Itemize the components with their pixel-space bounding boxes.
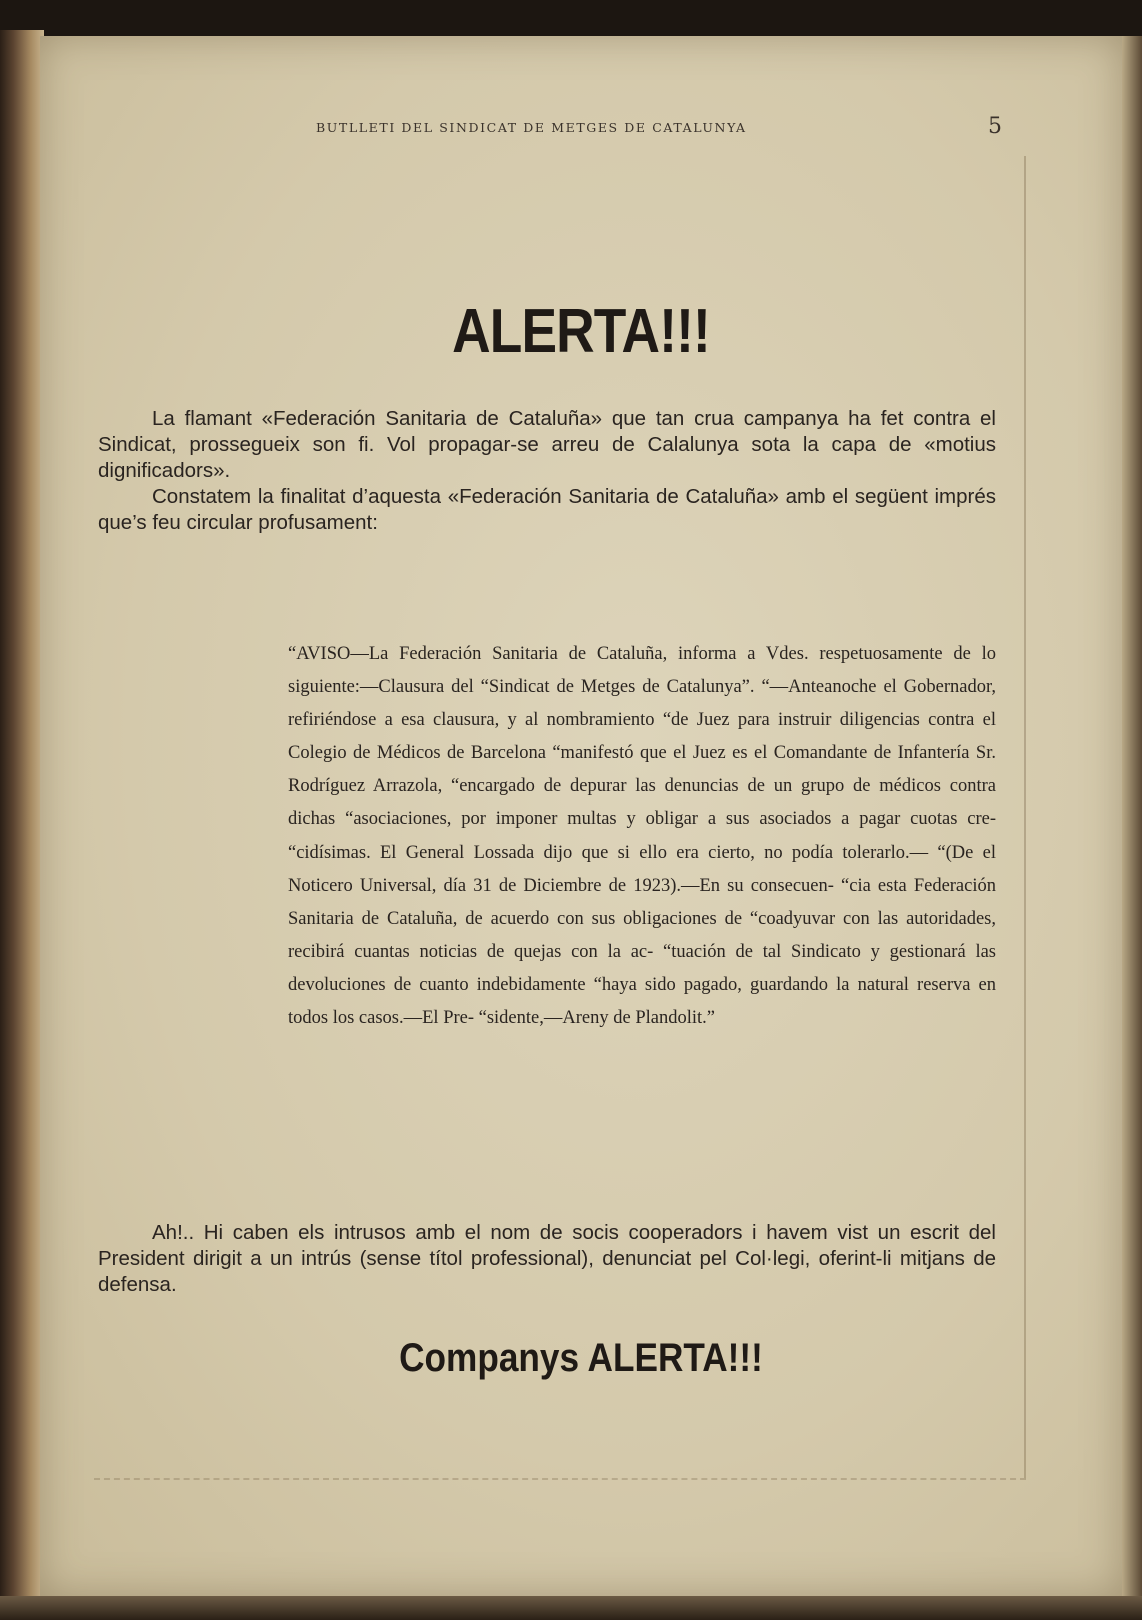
closing-headline: Companys ALERTA!!!: [399, 1336, 763, 1380]
article-title: ALERTA!!!: [452, 297, 710, 366]
quoted-notice-text: “AVISO—La Federación Sanitaria de Cataluña, informa a Vdes. respetuosamente de lo siguiente:—Clausura del “Sindicat de Metges de Catalunya”. “—Anteanoche el Gobernador, refiriéndose a esa clausura, y al nombramiento “de Juez para instruir diligencias contra el Colegio de Médicos de Barcelona “manifestó que el Juez es el Comandante de Infantería Sr. Rodríguez Arrazola, “encargado de depurar las denuncias de un grupo de médicos contra dichas “asociaciones, por imponer multas y obligar a sus asociados a pagar cuotas cre- “cidísimas. El General Lossada dijo que si ello era cierto, no podía tolerarlo.— “(De el Noticero Universal, día 31 de Diciembre de 1923).—En su consecuen- “cia esta Federación Sanitaria de Cataluña, de acuerdo con sus obligaciones de “coadyuvar con las autoridades, recibirá cuantas noticias de quejas con la ac- “tuación de tal Sindicato y gestionará las devoluciones de cuanto indebidamente “haya sido pagado, guardando la natural reserva en todos los casos.—El Pre- “sidente,—Areny de Plandolit.”: [288, 644, 996, 1029]
page-number: 5: [988, 114, 1002, 139]
quoted-notice: [288, 638, 996, 1035]
document-page: [40, 36, 1122, 1596]
intro-paragraph-2: Constatem la finalitat d’aquesta «Federación Sanitaria de Cataluña» amb el següent imprés que’s feu circular profusament:: [98, 485, 996, 534]
book-binding-left: [0, 30, 44, 1620]
closing-paragraph: Ah!.. Hi caben els intrusos amb el nom de socis cooperadors i havem vist un escrit del President dirigit a un intrús (sense títol professional), denunciat pel Col·legi, oferint-li mitjans de defensa.: [98, 1221, 996, 1296]
intro-paragraph-1: La flamant «Federación Sanitaria de Cataluña» que tan crua campanya ha fet contra el Sindicat, prossegueix son fi. Vol propagar-se arreu de Calalunya sota la capa de «motius dignificadors».: [98, 407, 996, 482]
page-edge-bottom: [0, 1596, 1142, 1620]
intro-section: [98, 406, 996, 536]
running-title: BUTLLETI DEL SINDICAT DE METGES DE CATALUNYA: [316, 120, 747, 135]
page-edge-right: [1122, 36, 1142, 1596]
